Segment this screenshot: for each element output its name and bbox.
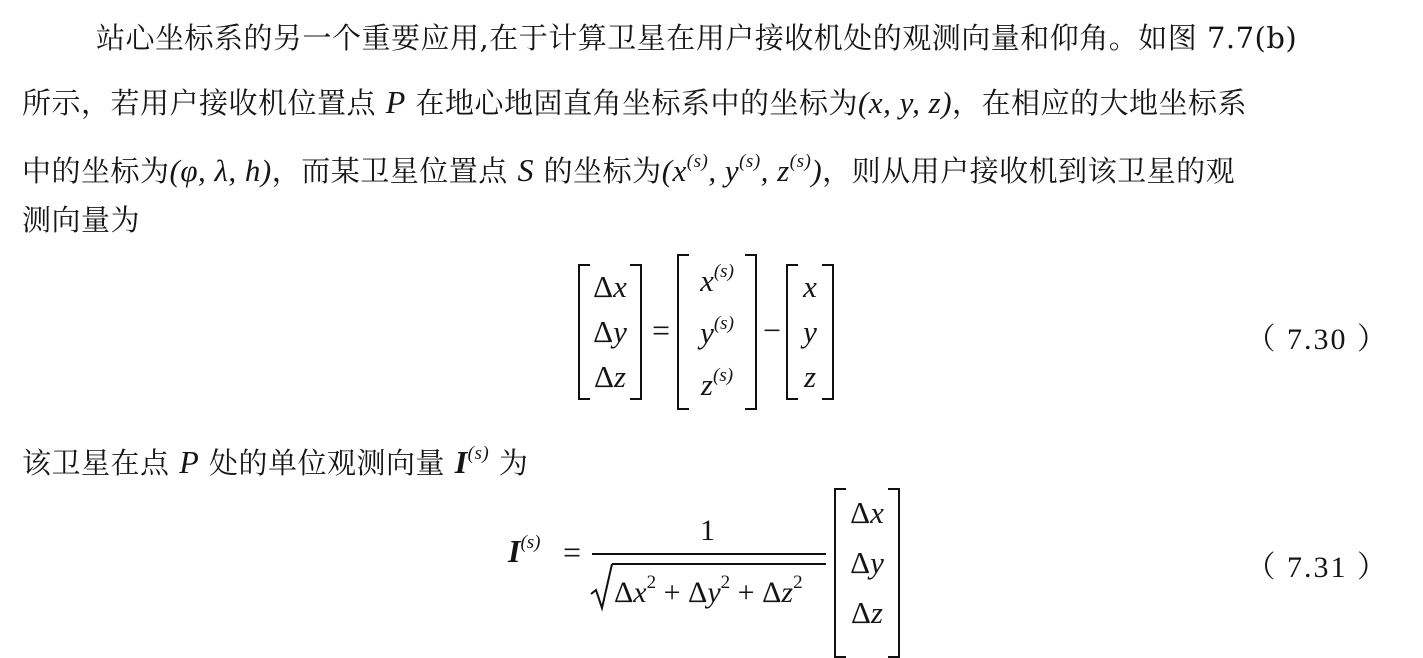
sup-s: (s) <box>739 151 761 172</box>
sat-z-cell <box>701 365 733 403</box>
sqrt-bar <box>612 563 826 565</box>
paragraph-line-2 <box>22 80 1247 125</box>
user-y-cell <box>803 314 817 350</box>
unit-vector-symbol: I <box>454 444 468 480</box>
line-4-text: 测向量为 <box>22 203 141 237</box>
user-geodetic-coord: (φ, λ, h) <box>169 153 272 188</box>
equals-sign: = <box>652 312 671 348</box>
user-vector-matrix <box>786 264 834 400</box>
paragraph-line-4 <box>22 198 140 242</box>
sat-y: , y <box>708 153 740 188</box>
sup-s: (s) <box>713 261 734 282</box>
paragraph-line-1 <box>96 16 1297 60</box>
sqrt-content: $\Delta x^2 + \Delta y^2 + \Delta z^2$ <box>614 572 803 609</box>
delta-x: Δx <box>850 495 884 530</box>
fraction-bar <box>592 553 826 555</box>
sup-s: (s) <box>713 365 734 386</box>
delta-x: Δx <box>593 268 627 304</box>
sup-s: (s) <box>467 443 490 464</box>
sat-x: (x <box>661 153 687 188</box>
line-2-text-a: 所示，若用户接收机位置点 <box>22 86 386 120</box>
fraction-numerator: 1 <box>700 514 715 547</box>
line-3-text-a: 中的坐标为 <box>22 154 170 188</box>
delta-z: Δz <box>850 595 883 630</box>
sup-s: (s) <box>686 151 709 172</box>
sat-z-var: z <box>700 367 713 402</box>
sat-x-var: x <box>700 263 714 298</box>
user-z-cell <box>804 359 816 395</box>
line-3-text-c: 的坐标为 <box>533 154 662 188</box>
line-3-text-b: ，而某卫星位置点 <box>271 154 518 188</box>
paragraph-line-5 <box>22 432 528 485</box>
satellite-vector-matrix <box>677 254 757 410</box>
user-z-var: z <box>803 359 817 395</box>
sat-close: ) <box>811 153 823 188</box>
line-1-text: 站心坐标系的另一个重要应用,在于计算卫星在用户接收机处的观测向量和仰角。如图 7.7(b) <box>96 21 1298 55</box>
line-2-text-b: 在地心地固直角坐标系中的坐标为 <box>405 86 859 120</box>
line-5-text-c: 为 <box>489 446 529 480</box>
sat-y-cell <box>700 313 734 351</box>
sat-z: , z <box>760 153 790 188</box>
user-x-var: x <box>803 268 817 304</box>
delta-z: Δz <box>593 359 626 395</box>
line-5-text-a: 该卫星在点 <box>22 446 180 480</box>
equation-number-7-31: （ 7.31 ） <box>1245 551 1389 584</box>
line-5-text-b: 处的单位观测向量 <box>199 446 455 480</box>
user-x-cell <box>803 269 817 305</box>
point-p: P <box>385 84 406 120</box>
minus-sign: − <box>763 312 782 348</box>
sat-x-cell <box>700 261 734 299</box>
delta-vector-matrix <box>578 264 642 400</box>
equation-number-7-30: （ 7.30 ） <box>1245 323 1389 356</box>
sup-s: (s) <box>520 532 541 553</box>
unit-vector-symbol: I <box>508 533 521 569</box>
user-y-var: y <box>803 313 817 349</box>
line-3-text-d: ，则从用户接收机到该卫星的观 <box>822 154 1236 188</box>
line-2-text-c: ，在相应的大地坐标系 <box>952 86 1248 120</box>
sup-s: (s) <box>713 313 734 334</box>
paragraph-line-3 <box>22 140 1235 193</box>
satellite-coord <box>662 153 822 188</box>
delta-y: Δy <box>593 313 627 349</box>
equals-sign: = <box>563 534 582 570</box>
user-ecef-coord: (x, y, z) <box>858 85 953 120</box>
point-p: P <box>179 444 200 480</box>
sat-y-var: y <box>700 315 714 350</box>
sqrt-sign <box>590 562 614 612</box>
point-s: S <box>517 152 534 188</box>
unit-vector-lhs <box>508 532 541 570</box>
sup-s: (s) <box>789 151 812 172</box>
delta-y: Δy <box>850 545 884 580</box>
